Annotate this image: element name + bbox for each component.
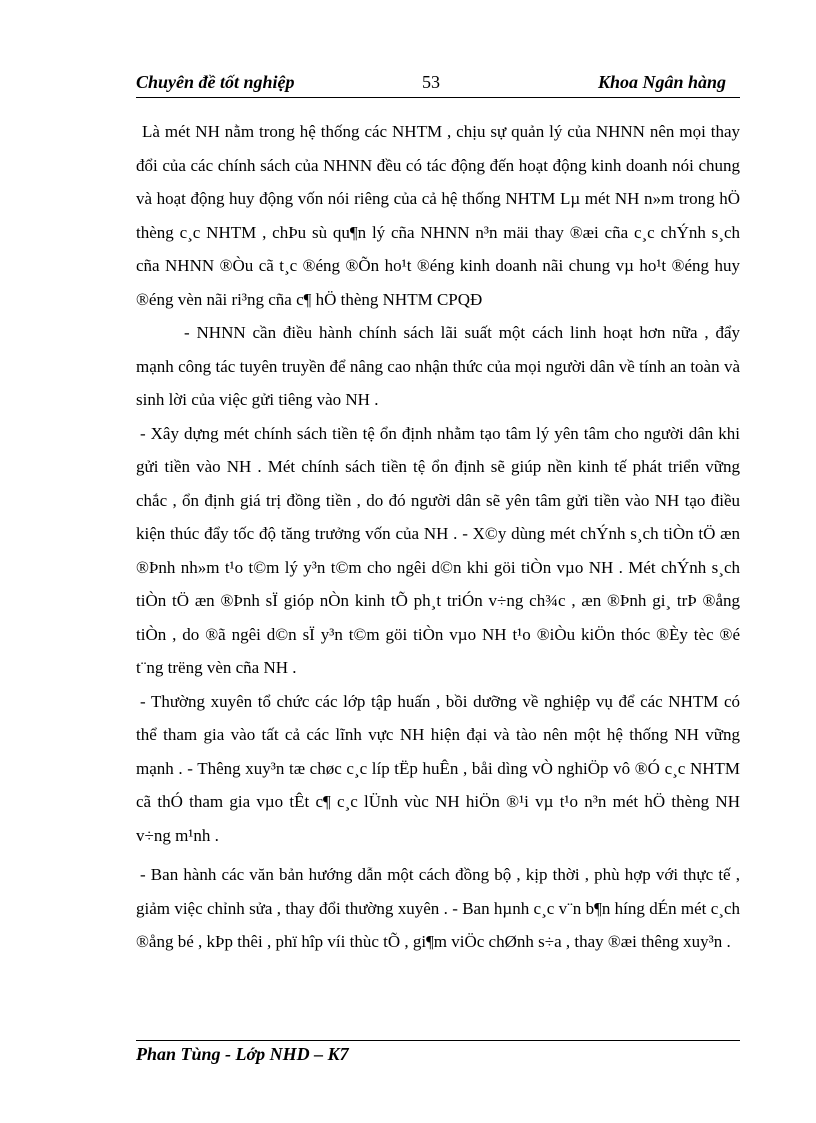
header-document-type: Chuyên đề tốt nghiệp — [136, 72, 295, 92]
paragraph-5: - Ban hành các văn bản hướng dẫn một cách đồng bộ , kịp thời , phù hợp với thực tế , giảm việc chỉnh sửa , thay đổi thường xuyên . - Ban hµnh c¸c v¨n b¶n híng dÉn mét c¸ch ®ång bé , kÞp thêi , phï hîp víi thùc tÕ , gi¶m viÖc chØnh s÷a , thay ®æi thêng xuy³n . — [136, 865, 740, 951]
paragraph-2: - NHNN cần điều hành chính sách lãi suất một cách linh hoạt hơn nữa , đẩy mạnh công tác tuyên truyền để nâng cao nhận thức của mọi người dân về tính an toàn và sinh lời của việc gửi tiêng vào NH . — [136, 323, 740, 409]
paragraph-3: - Xây dựng mét chính sách tiền tệ ổn định nhằm tạo tâm lý yên tâm cho người dân khi gửi tiền vào NH . Mét chính sách tiền tệ ổn định sẽ giúp nền kinh tế phát triển vững chắc , ổn định giá trị đồng tiền , do đó người dân sẽ yên tâm gửi tiền vào NH tạo điều kiện thúc đẩy tốc độ tăng trưởng vốn của NH . - X©y dùng mét chÝnh s¸ch tiÒn tÖ æn ®Þnh nh»m t¹o t©m lý y³n t©m cho ngêi d©n khi göi tiÒn vµo NH . Mét chÝnh s¸ch tiÒn tÖ æn ®Þnh sÏ gióp nÒn kinh tÕ ph¸t triÓn v÷ng ch¾c , æn ®Þnh gi¸ trÞ ®ång tiÒn , do ®ã ngêi d©n sÏ y³n t©m göi tiÒn vµo NH t¹o ®iÒu kiÖn thóc ®Èy tèc ®é t¨ng trëng vèn cña NH . — [136, 423, 740, 677]
paragraph-1: Là mét NH nằm trong hệ thống các NHTM , chịu sự quản lý của NHNN nên mọi thay đổi của các chính sách của NHNN đều có tác động đến hoạt động kinh doanh nói chung và hoạt động huy động vốn nói riêng của cả hệ thống NHTM Lµ mét NH n»m trong hÖ thèng c¸c NHTM , chÞu sù qu¶n lý cña NHNN n³n mäi thay ®æi cña c¸c chÝnh s¸ch cña NHNN ®Òu cã t¸c ®éng ®Õn ho¹t ®éng kinh doanh nãi chung vµ ho¹t ®éng huy ®éng vèn nãi ri³ng cña c¶ hÖ thèng NHTM CPQĐ — [136, 122, 740, 309]
footer-author: Phan Tùng - Lớp NHD – K7 — [136, 1044, 349, 1064]
footer-rule — [136, 1040, 740, 1041]
header-page-number: 53 — [422, 72, 440, 92]
body-text — [136, 115, 740, 959]
header-faculty: Khoa Ngân hàng — [597, 72, 726, 92]
header-rule — [136, 97, 740, 98]
paragraph-4: - Thường xuyên tổ chức các lớp tập huấn , bồi dưỡng về nghiệp vụ để các NHTM có thể tham gia vào tất cả các lĩnh vực NH hiện đại và tào nên một hệ thống NH vững mạnh . - Thêng xuy³n tæ chøc c¸c líp tËp huÊn , båi dìng vÒ nghiÖp vô ®Ó c¸c NHTM cã thÓ tham gia vµo tÊt c¶ c¸c lÜnh vùc NH hiÖn ®¹i vµ t¹o n³n mét hÖ thèng NH v÷ng m¹nh . — [136, 691, 740, 845]
page-header — [136, 72, 738, 98]
